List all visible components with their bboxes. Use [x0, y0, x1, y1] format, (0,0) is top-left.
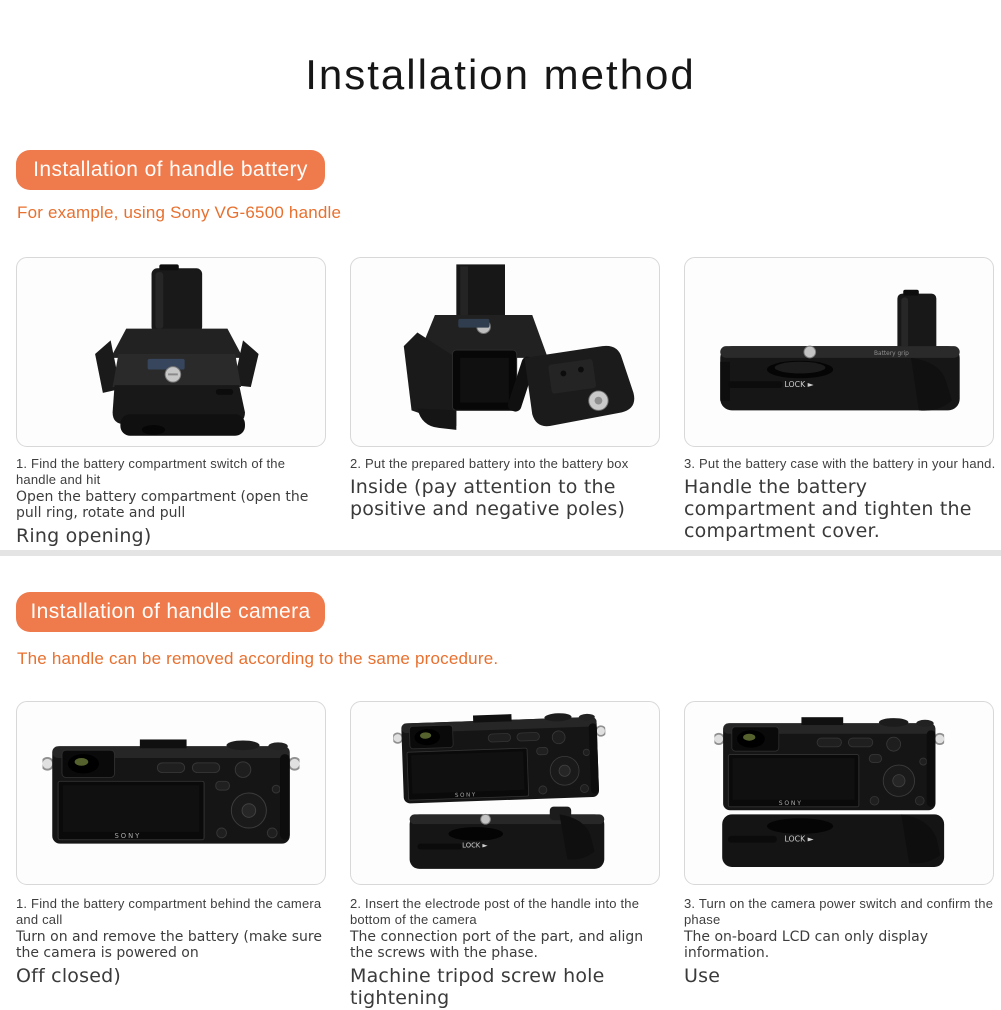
step-caption: [16, 896, 328, 1010]
step-captions-row-battery: [16, 456, 994, 547]
caption-line-large: Off closed): [16, 964, 121, 987]
step-caption: [350, 456, 662, 547]
section-divider: [0, 550, 1001, 556]
caption-line-large: Inside (pay attention to the positive and negative poles): [350, 475, 626, 520]
tripod-screw-icon: [804, 346, 816, 358]
detached-grip: [410, 807, 605, 869]
lock-label: LOCK ►: [462, 841, 488, 850]
caption-line-small: 3. Turn on the camera power switch and confirm the phase: [684, 896, 994, 927]
grip-open-battery-door-image: [359, 264, 651, 440]
step-caption: [684, 456, 996, 547]
caption-line-large: Use: [684, 964, 721, 987]
section-badge-handle-battery: Installation of handle battery: [16, 150, 325, 190]
caption-line-small: 1. Find the battery compartment behind the camera and call: [16, 896, 322, 927]
step-caption: [350, 896, 662, 1010]
product-photo-card: [16, 701, 326, 885]
caption-line-medium: The connection port of the part, and align the screws with the phase.: [350, 929, 644, 961]
step-photos-row-camera: [16, 701, 994, 885]
caption-line-medium: Open the battery compartment (open the pull ring, rotate and pull: [16, 489, 309, 521]
caption-line-large: Machine tripod screw hole tightening: [350, 964, 605, 1010]
tripod-screw-icon: [481, 814, 491, 824]
product-photo-card: [684, 701, 994, 885]
section-badge-handle-camera: Installation of handle camera: [16, 592, 325, 632]
product-photo-card: [350, 701, 660, 885]
product-photo-card: [684, 257, 994, 447]
caption-line-medium: The on-board LCD can only display information.: [684, 929, 929, 961]
battery-cavity: [460, 358, 509, 403]
camera-back-image: [25, 705, 317, 881]
attached-grip: [722, 814, 944, 867]
lock-label: LOCK ►: [784, 380, 814, 390]
section-intro-handle-battery: For example, using Sony VG-6500 handle: [17, 203, 342, 222]
page-title: Installation method: [305, 51, 696, 98]
lock-label: LOCK ►: [784, 834, 814, 844]
caption-line-small: 3. Put the battery case with the battery in your hand.: [684, 456, 996, 471]
grip-horizontal-with-battery-image: [693, 264, 985, 440]
camera-mounted-on-grip-image: [693, 705, 985, 881]
caption-line-small: 1. Find the battery compartment switch of the handle and hit: [16, 456, 286, 487]
step-photos-row-battery: [16, 257, 994, 447]
section-intro-handle-camera: The handle can be removed according to the same procedure.: [17, 649, 499, 668]
step-caption: [684, 896, 996, 1010]
product-photo-card: [16, 257, 326, 447]
grip-vertical-with-battery-image: [25, 264, 317, 440]
caption-line-small: 2. Put the prepared battery into the battery box: [350, 456, 629, 471]
caption-line-large: Handle the battery compartment and tighten the compartment cover.: [684, 475, 972, 543]
caption-line-small: 2. Insert the electrode post of the handle into the bottom of the camera: [350, 896, 640, 927]
step-captions-row-camera: [16, 896, 994, 1010]
step-caption: [16, 456, 328, 547]
battery-grip-plate-label: Battery grip: [874, 350, 909, 357]
product-photo-card: [350, 257, 660, 447]
caption-line-medium: Turn on and remove the battery (make sure the camera is powered on: [16, 929, 322, 961]
caption-line-large: Ring opening): [16, 524, 152, 547]
camera-and-grip-separate-image: [359, 705, 651, 881]
